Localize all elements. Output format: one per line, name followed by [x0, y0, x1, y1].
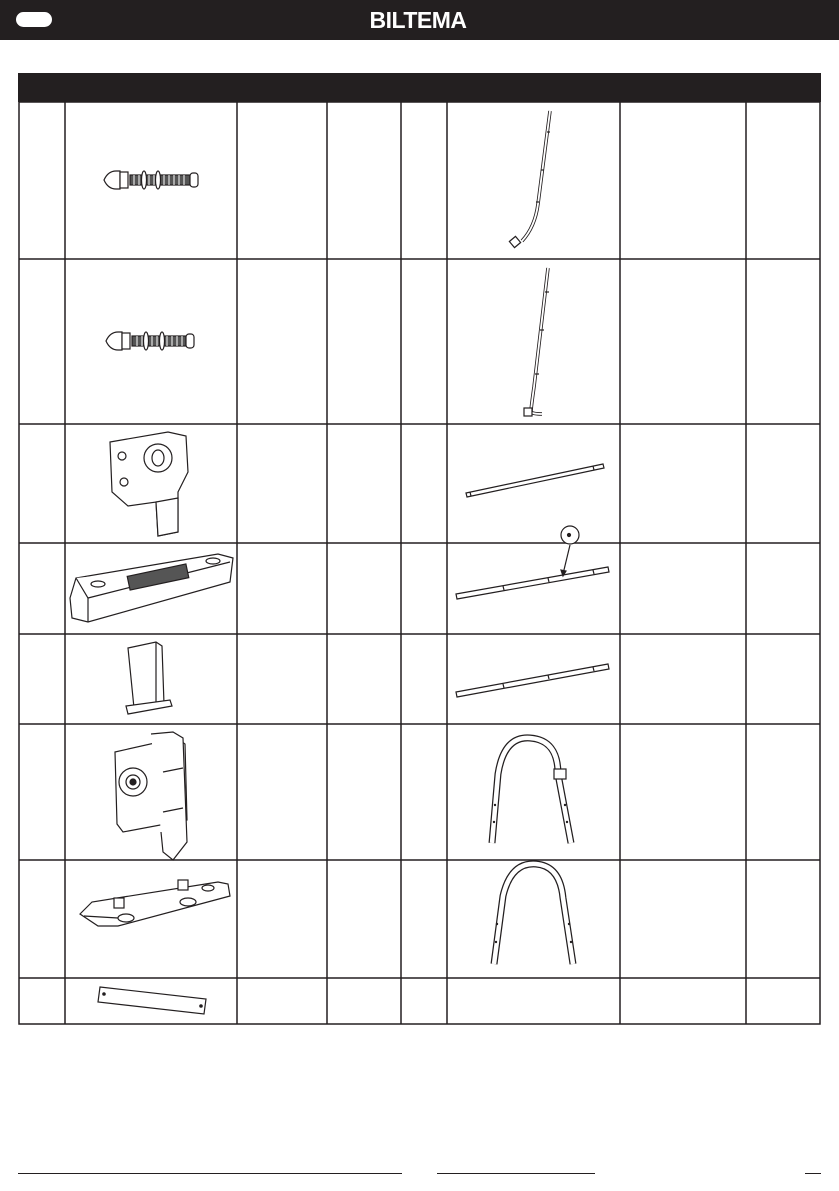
tube-sleeve-icon [126, 642, 172, 714]
biltema-logo [345, 9, 491, 31]
u-arch-fitting-icon [492, 738, 571, 843]
u-arch-icon [494, 864, 573, 964]
top-bar [0, 0, 839, 40]
bolt-long-icon [104, 171, 198, 189]
curved-hook-pole-icon [524, 268, 549, 416]
table-grid [18, 102, 821, 1025]
language-pill [16, 12, 52, 27]
curved-pole-icon [509, 111, 550, 248]
parts-table [18, 73, 821, 1025]
clamp-bracket-icon [115, 732, 187, 860]
rod-with-disc-icon [456, 526, 609, 599]
footer-rule-right [805, 1173, 821, 1174]
pivot-bracket-icon [110, 432, 188, 536]
base-plate-icon [80, 880, 230, 926]
flat-rod-icon [98, 987, 206, 1014]
table-header-bar [18, 73, 821, 102]
brand-text: BILTEMA [369, 9, 467, 31]
straight-rod-icon [466, 464, 604, 497]
weighted-base-icon [70, 554, 233, 622]
straight-rod-short-icon [456, 664, 609, 697]
footer-rule-left [18, 1173, 402, 1174]
footer-rule-middle [437, 1173, 595, 1174]
bolt-short-icon [106, 332, 194, 350]
